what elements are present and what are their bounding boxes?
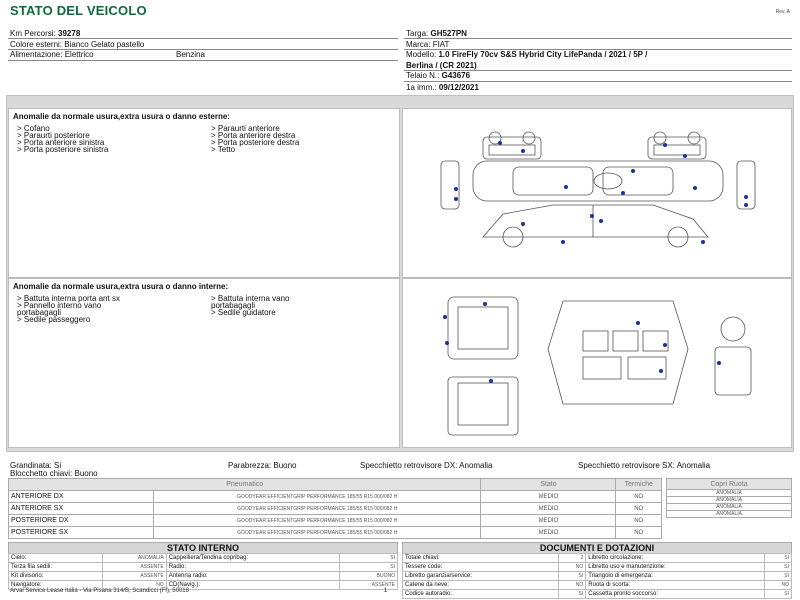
interior-title: STATO INTERNO [8, 542, 398, 554]
interior-value: ANOMALIA [103, 554, 166, 563]
list-item: > Porta posteriore destra [211, 138, 300, 147]
tyre-spec: GOODYEAR EFFICIENTGRIP PERFORMANCE 185/55 R15 000/082 H [154, 527, 481, 539]
doc-value: NO [764, 581, 791, 590]
list-item: portabagagli [17, 308, 62, 317]
model-value-2-text: Berlina / (CR 2021) [406, 61, 477, 70]
tyre-state: MEDIO [481, 503, 616, 515]
interior-value: ASSENTE [103, 572, 166, 581]
table-row [9, 503, 662, 515]
internal-damage-title: Anomalie da normale usura,extra usura o danno interne: [13, 282, 229, 291]
fuel-label: Alimentazione: [10, 50, 63, 59]
list-item: > Paraurti posteriore [17, 131, 90, 140]
brand-value: FIAT [432, 40, 450, 49]
external-damage-panel [8, 108, 400, 278]
tyre-spec: GOODYEAR EFFICIENTGRIP PERFORMANCE 185/55 R15 000/082 H [154, 515, 481, 527]
table-row [9, 491, 662, 503]
doc-label: Cassetta pronto soccorso: [586, 590, 765, 599]
table-header [9, 479, 662, 491]
table-row [9, 515, 662, 527]
key-block-status: Blocchetto chiavi: Buono [10, 469, 98, 478]
list-item: > Porta anteriore sinistra [17, 138, 105, 147]
reg-label: 1a imm.: [406, 83, 437, 92]
fuel-row [10, 49, 94, 60]
external-damage-list-2 [211, 125, 299, 153]
wheel-cover-state: ANOMALIA [667, 497, 792, 504]
list-item: > Pannello interno vano [17, 301, 102, 310]
list-item: > Cofano [17, 124, 50, 133]
interior-label: Kit divisorio: [9, 572, 103, 581]
external-diagram-panel [402, 108, 792, 278]
doc-value: SI [764, 590, 791, 599]
steering-wheel-view [715, 317, 751, 395]
winter-header: Termiche [616, 479, 662, 491]
reg-row [406, 82, 479, 93]
page-number: 1 [384, 588, 388, 594]
interior-value: ASSENTE [103, 563, 166, 572]
doc-value: SI [559, 572, 586, 581]
doc-value: 2 [559, 554, 586, 563]
tyre-position: ANTERIORE SX [9, 503, 154, 515]
doc-label: Tessere code: [403, 563, 559, 572]
tyres-table [8, 478, 662, 539]
car-top-view [473, 161, 723, 201]
internal-damage-list-1 [17, 295, 120, 323]
interior-value: NO [103, 581, 166, 590]
interior-label: Cielo: [9, 554, 103, 563]
revision-label: Rev. A [775, 9, 790, 15]
tyre-winter: NO [616, 515, 662, 527]
doc-label: Totale chiavi: [403, 554, 559, 563]
car-interior-diagram [403, 279, 791, 447]
tyre-spec: GOODYEAR EFFICIENTGRIP PERFORMANCE 185/55 R15 000/082 H [154, 491, 481, 503]
doc-value: SI [559, 590, 586, 599]
windshield-status: Parabrezza: Buono [228, 461, 297, 470]
mirror-sx-status: Specchietto retrovisore SX: Anomalia [578, 461, 711, 470]
reg-value: 09/12/2021 [438, 83, 479, 92]
table-row [9, 527, 662, 539]
tyre-state: MEDIO [481, 527, 616, 539]
doc-label: Libretto uso e manutenzione: [586, 563, 765, 572]
table-row [403, 581, 792, 590]
fuel-value-2: Benzina [176, 50, 205, 59]
car-exterior-diagram [403, 109, 791, 277]
hail-status: Grandinata: Si [10, 461, 62, 470]
trunk-view [448, 297, 518, 435]
interior-label: Navigatore: [9, 581, 103, 590]
mirror-dx-status: Specchietto retrovisore DX: Anomalia [360, 461, 493, 470]
tyre-winter: NO [616, 491, 662, 503]
list-item: > Tetto [211, 145, 236, 154]
interior-label: CD(Navig.): [166, 581, 339, 590]
model-value-1: 1.0 FireFly 70cv S&S Hybrid City LifePanda / 2021 / 5P / [438, 50, 648, 59]
interior-label: Radio: [166, 563, 339, 572]
doc-value: NO [559, 581, 586, 590]
tyre-winter: NO [616, 503, 662, 515]
car-rear-view [648, 132, 706, 159]
tyre-winter: NO [616, 527, 662, 539]
plate-value: GH527PN [430, 29, 467, 38]
list-item: portabagagli [211, 301, 256, 310]
internal-damage-panel [8, 278, 400, 448]
doc-value: SI [764, 572, 791, 581]
chassis-label: Telaio N.: [406, 71, 440, 80]
model-row [406, 49, 647, 60]
color-label: Colore esterni: [10, 40, 63, 49]
model-label: Modello: [406, 50, 437, 59]
table-row [403, 554, 792, 563]
table-row [9, 572, 398, 581]
wheel-cover-state: ANOMALIA [667, 490, 792, 497]
interior-value: ASSENTE [339, 581, 397, 590]
tyre-state: MEDIO [481, 491, 616, 503]
interior-label: Terza fila sedili: [9, 563, 103, 572]
external-damage-title: Anomalie da normale usura,extra usura o danno esterne: [13, 112, 230, 121]
wheel-covers-table [666, 478, 792, 518]
wheel-cover-state: ANOMALIA [667, 511, 792, 518]
list-item: > Battuta interna porta ant sx [17, 294, 120, 303]
brand-label: Marca: [406, 40, 431, 49]
list-item: > Sedile passeggero [17, 315, 91, 324]
tyre-position: POSTERIORE DX [9, 515, 154, 527]
interior-label: Antenna radio: [166, 572, 339, 581]
chassis-value: G43676 [441, 71, 471, 80]
table-row [9, 554, 398, 563]
color-value: Bianco Gelato pastello [64, 40, 145, 49]
external-damage-list-1 [17, 125, 108, 153]
list-item: > Battuta interna vano [211, 294, 290, 303]
tyre-position: ANTERIORE DX [9, 491, 154, 503]
car-front-view [483, 132, 541, 159]
wheel-cover-state: ANOMALIA [667, 504, 792, 511]
list-item: > Paraurti anteriore [211, 124, 280, 133]
doc-label: Ruota di scorta: [586, 581, 765, 590]
wheel-covers-header: Copri Ruota [667, 479, 792, 490]
doc-value: SI [764, 554, 791, 563]
car-side-profile [483, 205, 708, 247]
fuel-value-1: Elettrico [64, 50, 94, 59]
doc-value: SI [764, 563, 791, 572]
plate-label: Targa: [406, 29, 429, 38]
doc-label: Catene da neve: [403, 581, 559, 590]
interior-value: BUONO [339, 572, 397, 581]
tyre-state: MEDIO [481, 515, 616, 527]
doc-value: NO [559, 563, 586, 572]
page-title: STATO DEL VEICOLO [10, 3, 147, 18]
chassis-row [406, 70, 470, 81]
km-label: Km Percorsi: [10, 29, 56, 38]
internal-diagram-panel [402, 278, 792, 448]
table-row [403, 563, 792, 572]
table-row [9, 563, 398, 572]
km-value: 39278 [58, 29, 81, 38]
list-item: > Sedile guidatore [211, 308, 276, 317]
tyre-position: POSTERIORE SX [9, 527, 154, 539]
tyre-spec: GOODYEAR EFFICIENTGRIP PERFORMANCE 185/55 R15 000/082 H [154, 503, 481, 515]
documents-title: DOCUMENTI E DOTAZIONI [402, 542, 792, 554]
interior-top-view [548, 301, 688, 404]
doc-label: Libretto garanzia/service: [403, 572, 559, 581]
car-side-views [441, 161, 755, 209]
interior-value: SI [339, 563, 397, 572]
list-item: > Porta posteriore sinistra [17, 145, 109, 154]
documents-table [402, 553, 792, 599]
list-item: > Porta anteriore destra [211, 131, 296, 140]
interior-value: SI [339, 554, 397, 563]
tyre-header: Pneumatico [9, 479, 481, 491]
state-header: Stato [481, 479, 616, 491]
footer-address: Arval Service Lease Italia - Via Pisana 314/B, Scandicci (FI), 50018 [10, 588, 189, 594]
doc-label: Codice autoradio: [403, 590, 559, 599]
table-row [403, 590, 792, 599]
interior-label: Cappelliera/Tendina copribag: [166, 554, 339, 563]
doc-label: Libretto circolazione: [586, 554, 765, 563]
doc-label: Triangolo di emergenza: [586, 572, 765, 581]
internal-damage-list-2 [211, 295, 290, 316]
table-row [403, 572, 792, 581]
interior-table [8, 553, 398, 590]
